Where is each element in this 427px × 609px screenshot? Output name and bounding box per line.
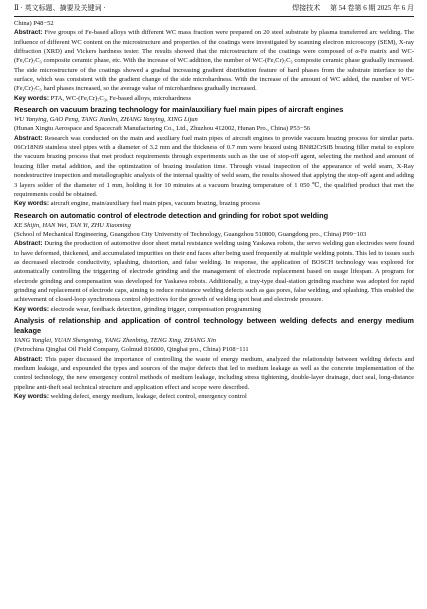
keywords-label: Key words bbox=[14, 94, 47, 102]
article-abstract: Abstract: This paper discussed the importance of controlling the waste of energy medium, analyzed the relationship between welding defects and medium leakage, and expounded the types and sources of the major defects that led to medium leakage as well as the concrete implementation of the control technology, the new emergency control methods of medium leakage, including stress tightening, double-layer drainage, duct seal, long-distance pipeline anti-theft seal technical structure and application effect and scope were described. bbox=[14, 355, 414, 391]
section-title: · 英文标题、摘要及关键词 · bbox=[20, 4, 106, 12]
keywords-label: Key words bbox=[14, 200, 47, 208]
article-authors: KE Shijin, HAN Wei, TAN Yi, ZHU Xiaoming bbox=[14, 221, 131, 229]
keywords-text: electrode wear, feedback detection, grinding trigger, compensation programming bbox=[50, 305, 261, 313]
keywords-label: Key words bbox=[14, 393, 47, 401]
keywords-text: welding defect, energy medium, leakage, defect control, emergency control bbox=[50, 393, 247, 401]
abstract-label: Abstract bbox=[14, 29, 41, 37]
fragment-affiliation: China) P48−52 bbox=[14, 20, 54, 27]
article-affiliation: (Hunan Xingtu Aerospace and Spacecraft Manufacturing Co., Ltd., Zhuzhou 412002, Hunan Pro., China) P53−56 bbox=[14, 125, 311, 133]
article-keywords: Key words: welding defect, energy medium, leakage, defect control, emergency control bbox=[14, 393, 247, 401]
article-authors: YANG Yonglei, YUAN Shengming, YANG Zhenbing, TENG Xing, ZHANG Xin bbox=[14, 336, 216, 344]
abstract-text: This paper discussed the importance of controlling the waste of energy medium, analyzed the relationship between welding defects and medium leakage, and expounded the types and sources of the major defects that led to medium leakage as well as the concrete implementation of the control technology, the new emergency control methods of medium leakage, including stress tightening, double-layer drainage, duct seal, long-distance pipeline anti-theft seal technical structure and application effect and scope were described. bbox=[14, 355, 414, 391]
abstract-text: Research was conducted on the main and auxiliary fuel main pipes of aircraft engines to provide vacuum brazing process for similar parts. 06Cr18Ni9 stainless steel pipes with a diameter of 3.2 mm and the thickness of 0.7 mm were brazed using BNi82CrSiB brazing filler metal to explore the vacuum brazing process that met product requirements through experiments such as the use of stop-off agent, selecting the method and amount of brazing filler metal addition, and the optimization of brazing insulation time. Through visual inspection of the appearance of weld seam, X-Ray nondestructive inspection and metallographic analysis of the internal quality of weld seam, the results showed that applying the stop-off agent and adding 3 layers solder of the diameter of 1 mm, holding it for 10 minutes at a vacuum brazing temperature of 1 050 ℃, the qualified product that met the requirements could be obtained. bbox=[14, 134, 415, 198]
header-rule bbox=[14, 16, 414, 17]
article-title: Research on automatic control of electrode detection and grinding for robot spot welding bbox=[14, 210, 329, 220]
article-affiliation: (Petrochina Qinghai Oil Field Company, Golmud 816000, Qinghai pro., China) P108−111 bbox=[14, 346, 249, 354]
article-entry bbox=[14, 316, 414, 401]
keywords-label: Key words bbox=[14, 305, 47, 313]
issue-info: 第 54 卷第 6 期 2025 年 6 月 bbox=[330, 4, 414, 12]
article-affiliation: (School of Mechanical Engineering, Guangzhou City University of Technology, Guangzhou 510800, Guangdong pro., China) P99−103 bbox=[14, 230, 367, 238]
fragment-keywords: Key words: PTA, WC-(Fe,Cr)₇C₃, Fe-based alloys, microhardness bbox=[14, 94, 192, 102]
journal-name: 焊接技术 bbox=[292, 4, 321, 12]
article-authors: WU Yanying, GAO Peng, TANG Jianlin, ZHANG Yanying, XING Lijun bbox=[14, 116, 198, 124]
article-title: Analysis of relationship and application of control technology between welding defects and energy medium leakage bbox=[14, 315, 414, 335]
article-abstract: Abstract: Research was conducted on the main and auxiliary fuel main pipes of aircraft engines to provide vacuum brazing process for similar parts. 06Cr18Ni9 stainless steel pipes with a diameter of 3.2 mm and the thickness of 0.7 mm were brazed using BNi82CrSiB brazing filler metal to explore the vacuum brazing process that met product requirements through experiments such as the use of stop-off agent, selecting the method and amount of brazing filler metal addition, and the optimization of brazing insulation time. Through visual inspection of the appearance of weld seam, X-Ray nondestructive inspection and metallographic analysis of the internal quality of weld seam, the results showed that applying the stop-off agent and adding 3 layers solder of the diameter of 1 mm, holding it for 10 minutes at a vacuum brazing temperature of 1 050 ℃, the qualified product that met the requirements could be obtained. bbox=[14, 134, 415, 198]
fragment-abstract: Abstract: Five groups of Fe-based alloys with different WC mass fraction were prepared on 20 steel substrate by plasma transferred arc welding. The influence of different WC content on the microstructure and properties of the coatings were investigated by scanning electron microscopy (SEM), X-ray diffraction (XRD) and Vickers hardness tester. The results showed that the microstructure of the coatings were composed of α-Fe matrix and WC-(Fe,Cr)₇C₃ composite ceramic phase, etc. With the increase of WC addition, the number of WC-(Fe,Cr)₇C₃ composite ceramic phase gradually increased. The side microstructure of the coatings showed a gradual increasing gradient distribution feature of hard phases from the substrate interface to the surface, which was consistent with the gradient change of the side microhardness. With the increase of the amount of WC added, the number of WC-(Fe,Cr)₇C₃ hard phases increased, so the average value of microhardness gradually increased. bbox=[14, 29, 415, 93]
keywords-text: PTA, WC-(Fe,Cr)₇C₃, Fe-based alloys, microhardness bbox=[50, 94, 192, 102]
abstract-label: Abstract bbox=[14, 134, 41, 142]
article-abstract: Abstract: During the production of automotive door sheet metal resistance welding using Yaskawa robots, the servo welding gun electrodes were found to have deformed, thickened, and accumulated impurities on their end faces after being used frequently at multiple welding points. This led to issues such as decreased electrode conductivity, splashing, distortion, and false welding. In response, the application of BOSCH technology was explored for automatically controlling the triggering of electrode grinding and the management of electrode replacement based on usage lifespan. A program for electrode grinding and compensation was developed for Yaskawa robots. Additionally, a tray-type dual-station grinding machine was adopted for rapid grinding and replacement of electrode caps, aiming to reduce resistance welding defects such as gas pores, false welding, and splashing. This enabled the achievement of closed-loop synchronous control objectives for the growth of welding spot heat and electrode pressure. bbox=[14, 240, 414, 304]
running-header bbox=[14, 2, 414, 15]
abstract-label: Abstract bbox=[14, 355, 41, 363]
article-title: Research on vacuum brazing technology for main/auxiliary fuel main pipes of aircraft engines bbox=[14, 105, 344, 115]
article-list bbox=[14, 19, 414, 403]
article-entry bbox=[14, 211, 414, 314]
abstract-text: During the production of automotive door sheet metal resistance welding using Yaskawa robots, the servo welding gun electrodes were found to have deformed, thickened, and accumulated impurities on their end faces after being used frequently at multiple welding points. This led to issues such as decreased electrode conductivity, splashing, distortion, and false welding. In response, the application of BOSCH technology was explored for automatically controlling the triggering of electrode grinding and the management of electrode replacement based on usage lifespan. A program for electrode grinding and compensation was developed for Yaskawa robots. Additionally, a tray-type dual-station grinding machine was adopted for rapid grinding and replacement of electrode caps, aiming to reduce resistance welding defects such as gas pores, false welding, and splashing. This enabled the achievement of closed-loop synchronous control objectives for the growth of welding spot heat and electrode pressure. bbox=[14, 240, 414, 304]
abstract-label: Abstract bbox=[14, 240, 41, 248]
page-marker: Ⅱ bbox=[14, 4, 19, 12]
article-entry bbox=[14, 105, 414, 208]
article-keywords: Key words: aircraft engine, main/auxiliary fuel main pipes, vacuum brazing, brazing process bbox=[14, 200, 261, 208]
keywords-text: aircraft engine, main/auxiliary fuel main pipes, vacuum brazing, brazing process bbox=[50, 200, 261, 208]
article-keywords: Key words: electrode wear, feedback detection, grinding trigger, compensation programming bbox=[14, 305, 261, 313]
abstract-text: Five groups of Fe-based alloys with different WC mass fraction were prepared on 20 steel substrate by plasma transferred arc welding. The influence of different WC content on the microstructure and properties of the coatings were investigated by scanning electron microscopy (SEM), X-ray diffraction (XRD) and Vickers hardness tester. The results showed that the microstructure of the coatings were composed of α-Fe matrix and WC-(Fe,Cr)₇C₃ composite ceramic phase, etc. With the increase of WC addition, the number of WC-(Fe,Cr)₇C₃ composite ceramic phase gradually increased. The side microstructure of the coatings showed a gradual increasing gradient distribution feature of hard phases from the substrate interface to the surface, which was consistent with the gradient change of the side microhardness. With the increase of the amount of WC added, the number of WC-(Fe,Cr)₇C₃ hard phases increased, so the average value of microhardness gradually increased. bbox=[14, 29, 415, 93]
